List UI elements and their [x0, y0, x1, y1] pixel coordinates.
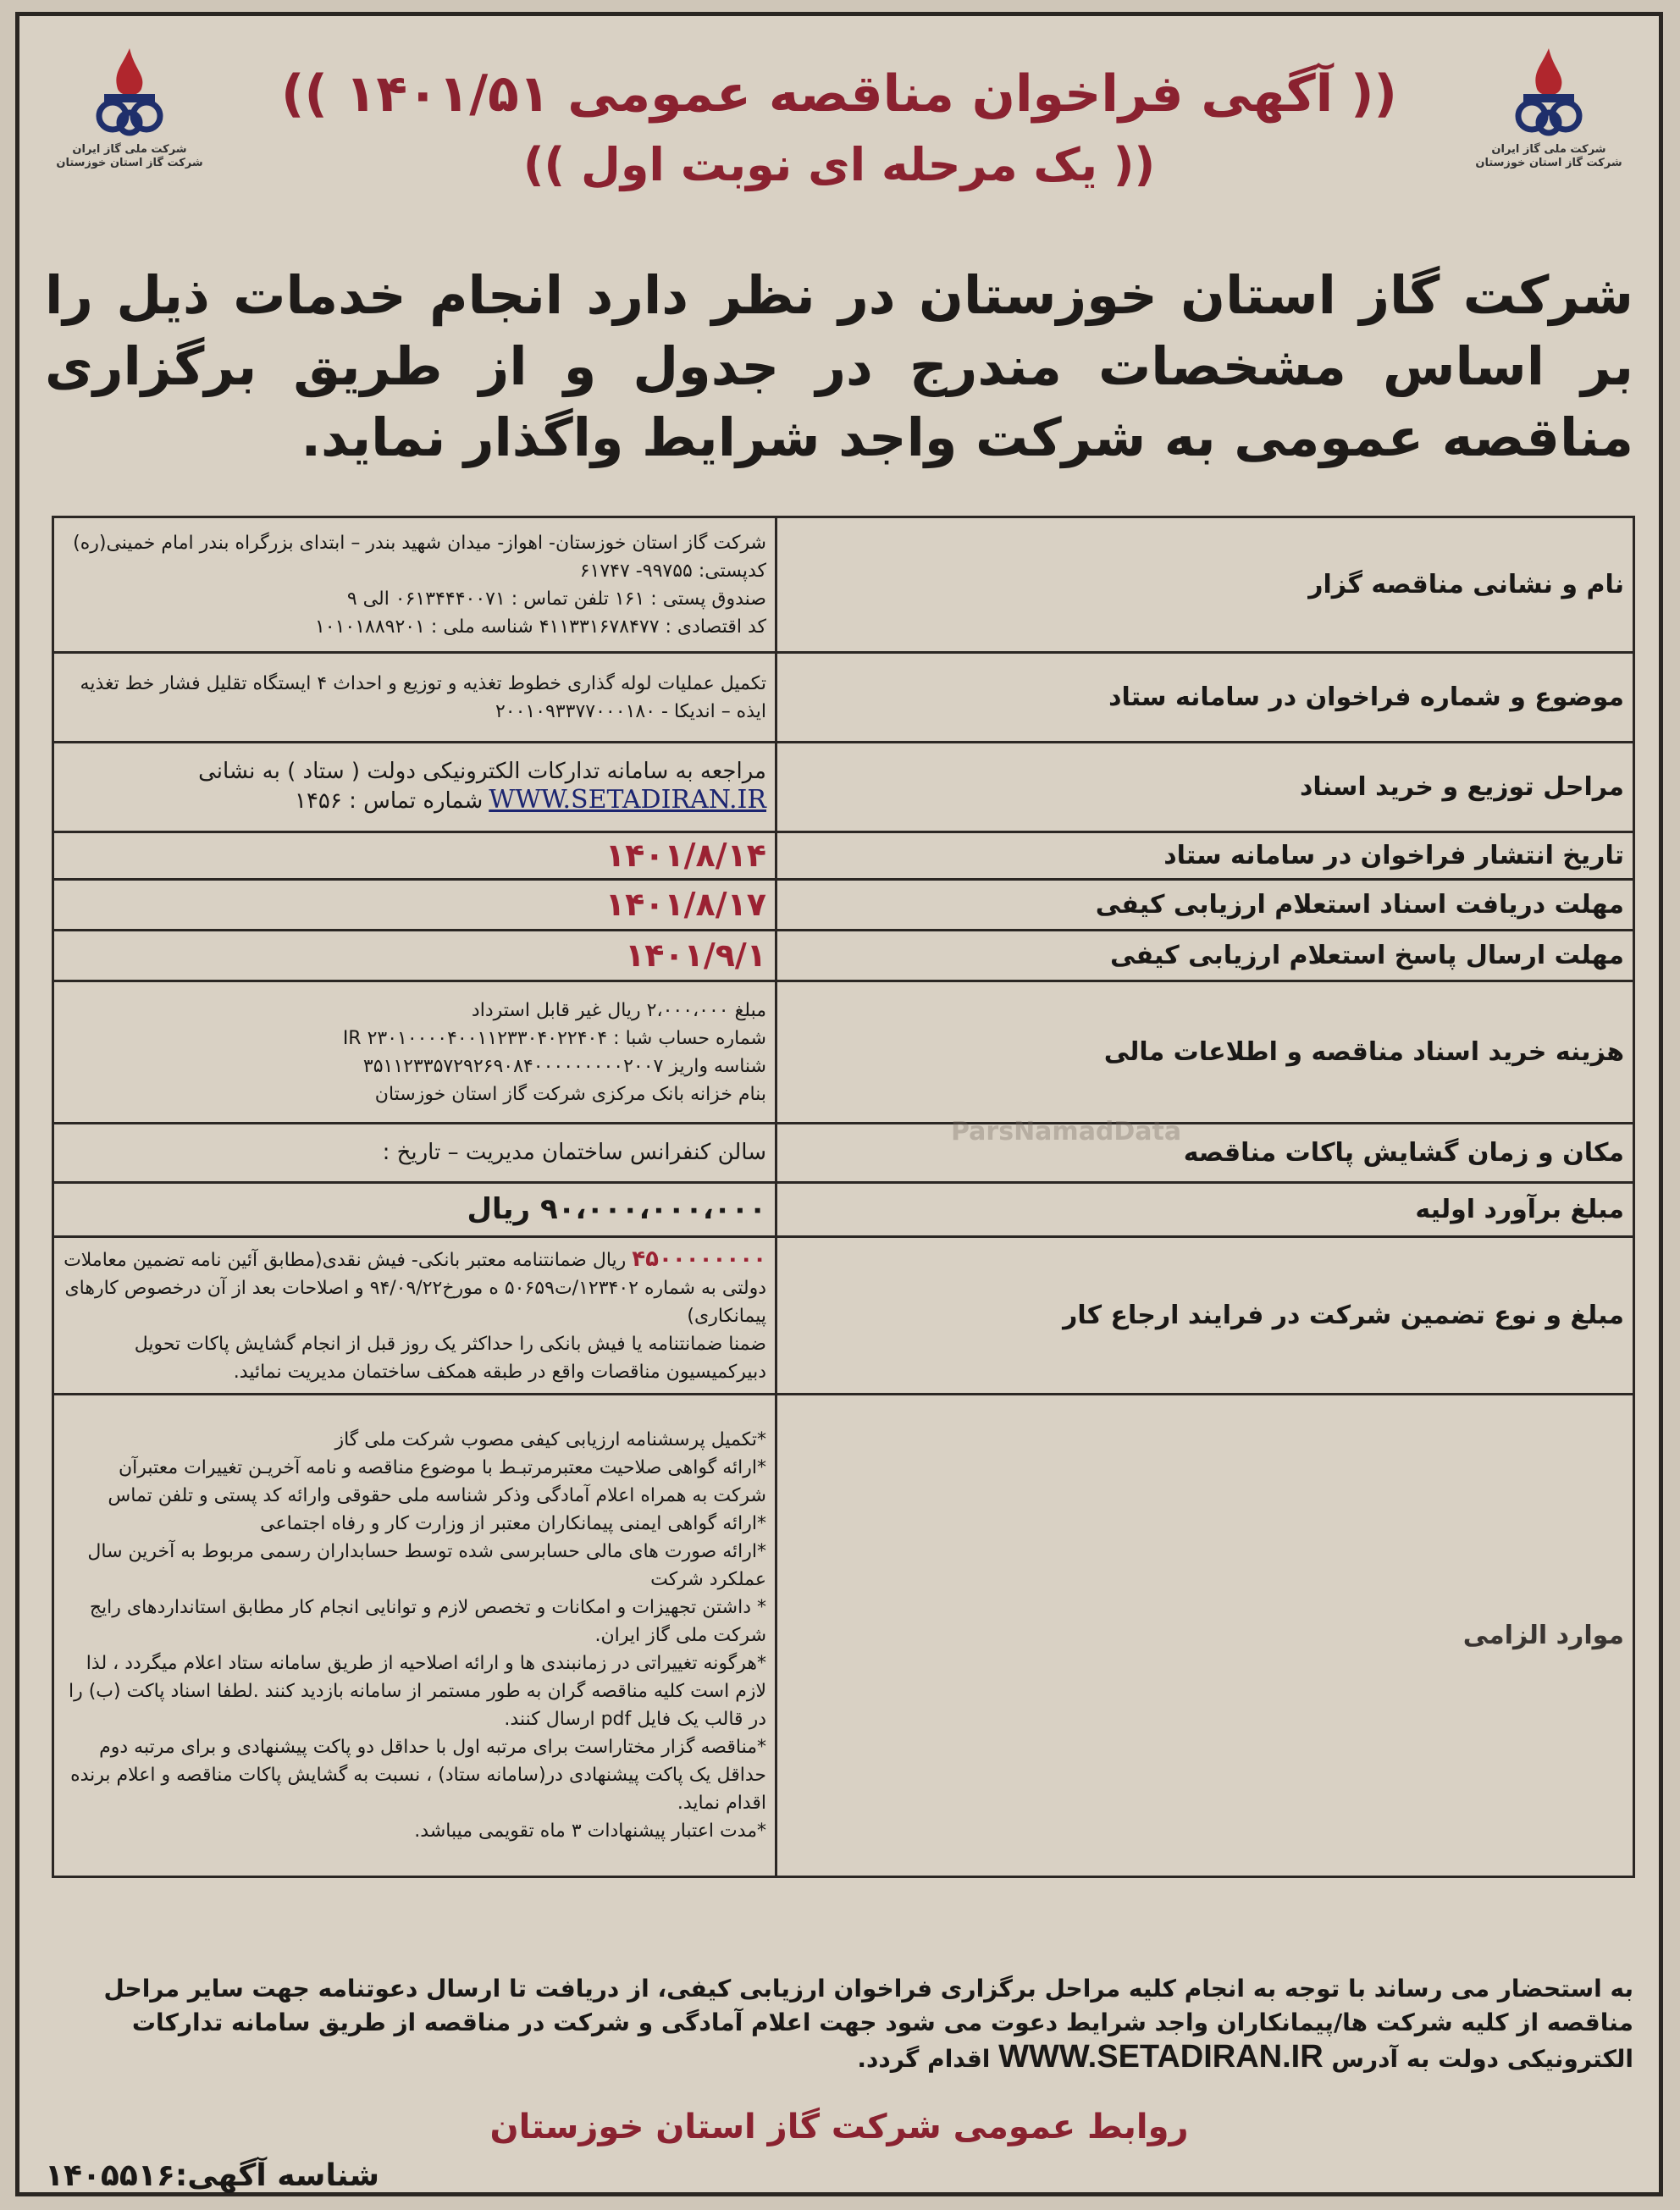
docs-phone: شماره تماس : ۱۴۵۶: [294, 788, 484, 814]
table-row: [53, 743, 1634, 832]
opening-value: سالن کنفرانس ساختمان مدیریت – تاریخ :: [53, 1124, 776, 1183]
required-label: موارد الزامی: [776, 1395, 1634, 1877]
list-item: *ارائه گواهی صلاحیت معتبرمرتبـط با موضوع مناقصه و نامه آخریـن تغییرات معتبرآن شرکت به همراه اعلام آمادگی وذکر شناسه ملی حقوقی وارائه کد پستی و تلفن تماس: [108, 1457, 766, 1506]
table-row: [53, 1237, 1634, 1395]
footer-text: به استحضار می رساند با توجه به انجام کلیه مراحل برگزاری فراخوان ارزیابی کیفی، از دریافت تا ارسال دعوتنامه جهت سایر مراحل مناقصه از کلیه شرکت ها/پیمانکاران واجد شرایط دعوت می شود جهت اعلام آمادگی و شرکت در مناقصه از طریق سامانه تدارکات الکترونیکی دولت به آدرس: [103, 1975, 1633, 2073]
list-item: *هرگونه تغییراتی در زمانبندی ها و ارائه اصلاحیه از طریق سامانه ستاد اعلام میگردد ، لذا لازم است کلیه مناقصه گران به طور مستمر از سامانه بازدید کنند .لطفا اسناد پاکت (ب) را در قالب یک فایل pdf ارسال کنند.: [68, 1653, 766, 1730]
estimate-label: مبلغ برآورد اولیه: [776, 1183, 1634, 1237]
watermark: ParsNamadData: [951, 1117, 1182, 1146]
flame-logo-icon: [1498, 41, 1600, 143]
setad-link[interactable]: WWW.SETADIRAN.IR: [489, 785, 766, 815]
footer-notice: [45, 1972, 1633, 2076]
docs-instructions: مراجعه به سامانه تدارکات الکترونیکی دولت ( ستاد ) به نشانی: [198, 759, 766, 784]
logo-caption: شرکت ملی گاز ایران شرکت گاز استان خوزستان: [56, 143, 203, 169]
tender-notice: [15, 12, 1663, 2196]
guarantee-label: مبلغ و نوع تضمین شرکت در فرایند ارجاع کار: [776, 1237, 1634, 1395]
ad-id: شناسه آگهی:۱۴۰۵۵۱۶: [45, 2158, 380, 2193]
notice-subtitle: (( یک مرحله ای نوبت اول )): [522, 138, 1156, 191]
footer-end: اقدام گردد.: [857, 2045, 991, 2073]
guarantee-text: ریال ضمانتنامه معتبر بانکی- فیش نقدی(مطابق آئین نامه تضمین معاملات دولتی به شماره ۱۲۳۴۰۲/ت۵۰۶۵۹ ه مورخ۹۴/۰۹/۲۲ و اصلاحات بعد از آن درخصوص کارهای پیمانکاری) ضمنا ضمانتنامه یا فیش بانکی را حداکثر یک روز قبل از انجام گشایش پاکات تحویل دبیرکمیسیون مناقصات واقع در طبقه همکف ساختمان مدیریت نمائید.: [64, 1249, 766, 1383]
subject-label: موضوع و شماره فراخوان در سامانه ستاد: [776, 653, 1634, 743]
logo-caption: شرکت ملی گاز ایران شرکت گاز استان خوزستان: [1475, 143, 1622, 169]
table-row: [53, 832, 1634, 880]
send-label: مهلت ارسال پاسخ استعلام ارزیابی کیفی: [776, 931, 1634, 981]
subject-value: تکمیل عملیات لوله گذاری خطوط تغذیه و توزیع و احداث ۴ ایستگاه تقلیل فشار خط تغذیه ایذه – اندیکا - ۲۰۰۱۰۹۳۳۷۷۰۰۰۱۸۰: [53, 653, 776, 743]
table-row: [53, 1124, 1634, 1183]
flame-logo-icon: [79, 41, 180, 143]
cost-label: هزینه خرید اسناد مناقصه و اطلاعات مالی: [776, 981, 1634, 1124]
tenderer-value: شرکت گاز استان خوزستان- اهواز- میدان شهید بندر – ابتدای بزرگراه بندر امام خمینی(ره) کدپستی: ۹۹۷۵۵- ۶۱۷۴۷ صندوق پستی : ۱۶۱ تلفن تماس : ۰۶۱۳۴۴۴۰۰۷۱ الی ۹ کد اقتصادی : ۴۱۱۳۳۱۶۷۸۴۷۷ شناسه ملی : ۱۰۱۰۱۸۸۹۲۰۱: [53, 517, 776, 653]
opening-label: مکان و زمان گشایش پاکات مناقصه: [776, 1124, 1634, 1183]
list-item: *ارائه صورت های مالی حسابرسی شده توسط حسابداران رسمی مربوط به آخرین سال عملکرد شرکت: [87, 1541, 766, 1590]
list-item: *تکمیل پرسشنامه ارزیابی کیفی مصوب شرکت ملی گاز: [334, 1429, 766, 1450]
cost-value: مبلغ ۲،۰۰۰،۰۰۰ ریال غیر قابل استرداد شماره حساب شبا : IR ۲۳۰۱۰۰۰۰۴۰۰۱۱۲۳۳۰۴۰۲۲۴۰۴ شناسه واریز ۳۵۱۱۲۳۳۵۷۲۹۲۶۹۰۸۴۰۰۰۰۰۰۰۰۰۲۰۰۷ بنام خزانه بانک مرکزی شرکت گاز استان خوزستان: [53, 981, 776, 1124]
list-item: *مدت اعتبار پیشنهادات ۳ ماه تقویمی میباشد.: [414, 1820, 766, 1842]
table-row: [53, 1395, 1634, 1877]
docs-link-line: [63, 786, 766, 816]
publish-label: تاریخ انتشار فراخوان در سامانه ستاد: [776, 832, 1634, 880]
public-relations-signature: روابط عمومی شرکت گاز استان خوزستان: [489, 2108, 1189, 2146]
docs-value: [53, 743, 776, 832]
intro-paragraph: شرکت گاز استان خوزستان در نظر دارد انجام خدمات ذیل را بر اساس مشخصات مندرج در جدول و از طریق برگزاری مناقصه عمومی به شرکت واجد شرایط واگذار نماید.: [45, 264, 1633, 468]
company-logo-right: [1464, 41, 1633, 219]
table-row: [53, 931, 1634, 981]
list-item: *ارائه گواهی ایمنی پیمانکاران معتبر از وزارت کار و رفاه اجتماعی: [260, 1513, 766, 1534]
guarantee-value: [53, 1237, 776, 1395]
table-row: [53, 653, 1634, 743]
docs-label: مراحل توزیع و خرید اسناد: [776, 743, 1634, 832]
required-items: [53, 1395, 776, 1877]
footer-site-link[interactable]: WWW.SETADIRAN.IR: [998, 2039, 1324, 2075]
table-row: [53, 981, 1634, 1124]
publish-date: ۱۴۰۱/۸/۱۴: [53, 832, 776, 880]
table-row: [53, 880, 1634, 931]
receive-label: مهلت دریافت اسناد استعلام ارزیابی کیفی: [776, 880, 1634, 931]
receive-date: ۱۴۰۱/۸/۱۷: [53, 880, 776, 931]
notice-title: (( آگهی فراخوان مناقصه عمومی ۱۴۰۱/۵۱ )): [281, 64, 1397, 124]
tenderer-label: نام و نشانی مناقصه گزار: [776, 517, 1634, 653]
list-item: * داشتن تجهیزات و امکانات و تخصص لازم و توانایی انجام کار مطابق استانداردهای رایج شرکت ملی گاز ایران.: [89, 1597, 766, 1646]
guarantee-amount: ۴۵۰۰۰۰۰۰۰۰: [632, 1246, 766, 1272]
table-row: [53, 1183, 1634, 1237]
company-logo-left: [45, 41, 214, 219]
list-item: *مناقصه گزار مختاراست برای مرتبه اول با حداقل دو پاکت پیشنهادی و برای مرتبه دوم حداقل یک پاکت پیشنهادی در(سامانه ستاد) ، نسبت به گشایش پاکات مناقصه و اعلام برنده اقدام نماید.: [70, 1737, 766, 1814]
tender-details-table: [52, 516, 1635, 1878]
estimate-value: ۹۰،۰۰۰،۰۰۰،۰۰۰ ریال: [53, 1183, 776, 1237]
send-date: ۱۴۰۱/۹/۱: [53, 931, 776, 981]
table-row: [53, 517, 1634, 653]
